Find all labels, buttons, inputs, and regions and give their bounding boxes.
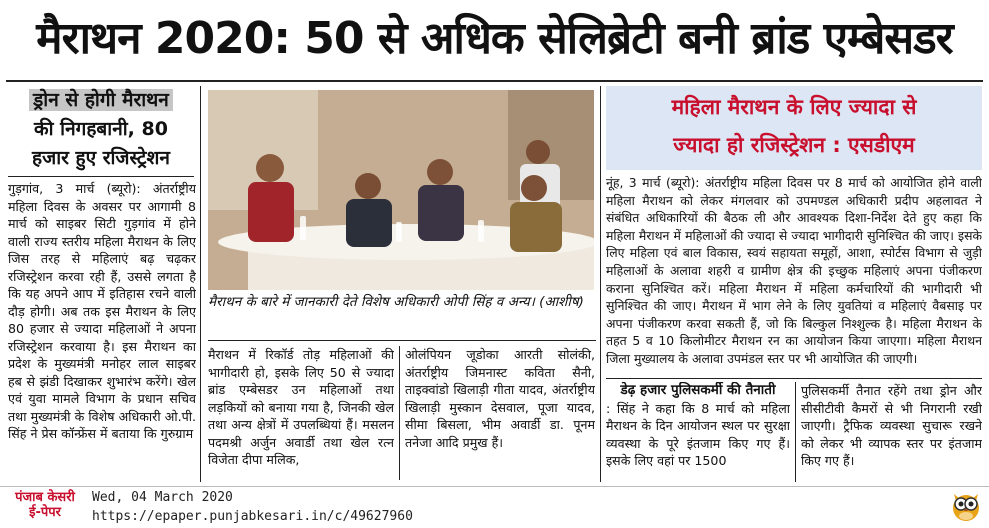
right-subcolumn-divider (795, 382, 796, 482)
right-column-divider (600, 86, 601, 482)
photo-caption: मैराथन के बारे में जानकारी देते विशेष अधिकारी ओपी सिंह व अन्य। (आशीष) (208, 294, 584, 310)
center-column-2 (405, 346, 595, 480)
left-title-rule (8, 176, 194, 177)
left-article-title (8, 86, 194, 173)
caption-rule (208, 340, 596, 341)
left-article-body (8, 180, 196, 480)
right-subcolumn-2 (801, 382, 982, 482)
brand-line2: ई-पेपर (29, 505, 61, 520)
center-column-divider (399, 346, 400, 480)
right-body-text: नूंह, 3 मार्च (ब्यूरो): अंतर्राष्ट्रीय महिला दिवस पर 8 मार्च को आयोजित होने वाली महिला मैराथन को लेकर मंगलवार को उपमण्डल अधिकारी प्रदीप अहलावत ने संबंधित अधिकारियों की बैठक ली और आवश्यक दिशा-निर्देश देते हुए कहा कि महिला मैराथन में महिलाओं की ज्यादा से ज्यादा भागीदारी सुनिश्चित की जाए। इसके लिए महिला एवं बाल विकास, स्वयं सहायता समूहों, आशा, स्पोर्टस विभाग से जुड़ी महिलाओं के अलावा शहरी व ग्रामीण क्षेत्र की इच्छुक महिलाएं अपना पंजीकरण कराना सुनिश्चित करें। महिला मैराथन में महिला कर्मचारियों की भागीदारी भी सुनिश्चित की जाए। मैराथन में भाग लेने के लिए युवतियां व महिलाएं वैबसाइ पर अपना पंजीकरण करवा सकती हैं, जो कि बिल्कुल निश्शुल्क है। महिला मैराथन के तहत 5 व 10 किलोमीटर मैराथन रन का आयोजन किया जाएगा। महिला मैराथन जिला मुख्यालय के अलावा उपमंडल स्तर पर भी आयोजित की जाएगी। (606, 175, 982, 366)
right-article-body (606, 174, 982, 374)
center-col1-text: मैराथन में रिकॉर्ड तोड़ महिलाओं की भागीदारी हो, इसके लिए 50 से ज्यादा ब्रांड एम्बेसडर उन महिलाओं तथा लड़कियों को बनाया गया है, जिनकी खेल तथा अन्य क्षेत्रों में उपलब्धियां हैं। मसलन पदमश्री अर्जुन अवार्डी तथा खेल रत्न विजेता दीपा मलिक, (208, 347, 394, 467)
right-body-rule (606, 378, 982, 379)
left-title-line2: की निगहबानी, 80 (34, 118, 168, 140)
publication-date: Wed, 04 March 2020 (92, 490, 233, 505)
right-sub-col1-text: : सिंह ने कहा कि 8 मार्च को महिला मैराथन के दिन आयोजन स्थल पर सुरक्षा व्यवस्था के पूरे इंतजाम किए गए हैं। इसके लिए वहां पर 1500 (606, 400, 790, 468)
right-sub-col2-text: पुलिसकर्मी तैनात रहेंगे तथा ड्रोन और सीसीटीवी कैमरों से भी निगरानी रखी जाएगी। ट्रैफिक व्यवस्था सुचारू रखने को लेकर भी व्यापक स्तर पर इंतजाम किए गए हैं। (801, 383, 982, 468)
center-col2-text: ओलंपियन जूडोका आरती सोलंकी, अंतर्राष्ट्रीय जिमनास्ट कविता सैनी, ताइक्वांडो खिलाड़ी गीता यादव, अंतर्राष्ट्रीय खिलाड़ी मुस्कान देसवाल, पूजा यादव, सीमा बिसला, भीम अवार्डी डा. पूनम तनेजा आदि प्रमुख हैं। (405, 347, 595, 450)
owl-mascot-icon (950, 488, 982, 522)
meeting-photo (208, 90, 594, 290)
headline-divider (6, 80, 983, 82)
meeting-photo-illustration (208, 90, 594, 290)
main-headline: मैराथन 2020: 50 से अधिक सेलिब्रेटी बनी ब्रांड एम्बेसडर (36, 13, 953, 64)
punjab-kesari-logo[interactable] (10, 490, 80, 520)
center-column-1 (208, 346, 394, 480)
footer-meta (92, 488, 413, 526)
article-url[interactable]: https://epaper.punjabkesari.in/c/49627960 (92, 509, 413, 524)
right-subcolumn-1 (606, 382, 790, 482)
right-article-title (606, 88, 982, 164)
footer-rule (0, 486, 989, 487)
left-title-line3: हजार हुए रजिस्ट्रेशन (32, 147, 170, 169)
right-title-line1: महिला मैराथन के लिए ज्यादा से (671, 95, 917, 119)
brand-line1: पंजाब केसरी (15, 490, 75, 505)
left-title-line1: ड्रोन से होगी मैराथन (29, 89, 173, 111)
left-column-divider (200, 86, 201, 482)
right-title-line2: ज्यादा हो रजिस्ट्रेशन : एसडीएम (673, 133, 915, 157)
police-subheading: डेढ़ हजार पुलिसकर्मी की तैनाती (620, 382, 776, 398)
left-body-text: गुड़गांव, 3 मार्च (ब्यूरो): अंतर्राष्ट्रीय महिला दिवस के अवसर पर आगामी 8 मार्च को साइबर सिटी गुड़गांव में होने वाली राज्य स्तरीय महिला मैराथन के लिए जिस तरह से महिलाएं बढ़ चढ़कर रजिस्ट्रेशन करवा रही हैं, उससे लगता है कि यह अपने आप में इतिहास रचने वाली दौड़ होगी। अब तक इस मैराथन के लिए 80 हजार से ज्यादा महिलाओं ने अपना रजिस्ट्रेशन करवाया है। इस मैराथन का प्रदेश के मुख्यमंत्री मनोहर लाल साइबर हब से झंडी दिखाकर शुभारंभ करेंगे। खेल एवं युवा मामले विभाग के प्रधान सचिव तथा मुख्यमंत्री के विशेष अधिकारी ओ.पी. सिंह ने प्रेस कॉन्फ्रेंस में बताया कि गुरुग्राम (8, 181, 196, 441)
